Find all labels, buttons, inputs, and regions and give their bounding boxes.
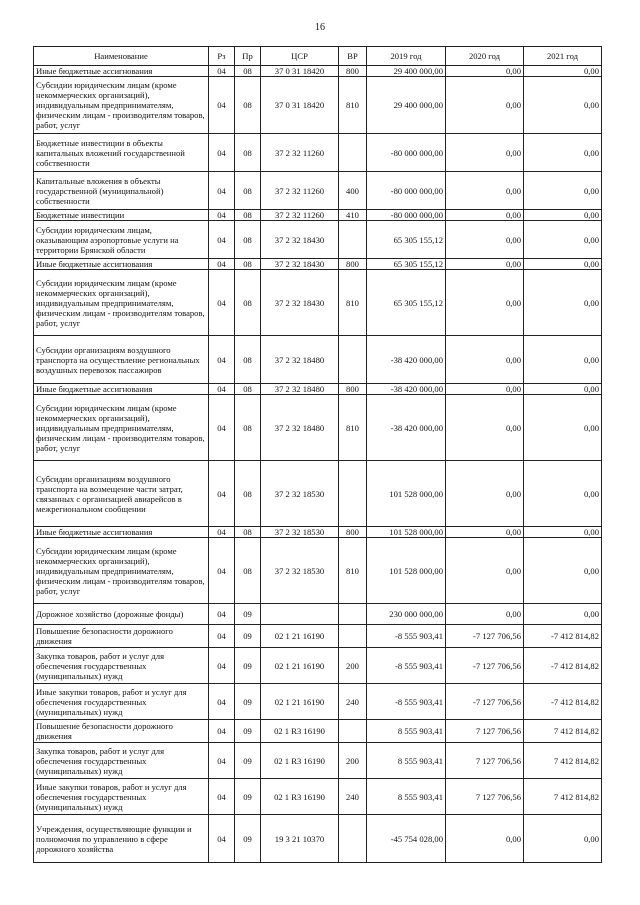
cell-csr: 37 2 32 18480 — [261, 395, 339, 461]
cell-name: Иные бюджетные ассигнования — [34, 66, 209, 77]
cell-y2021: 0,00 — [524, 270, 602, 336]
table-row — [34, 625, 602, 648]
cell-y2020: -7 127 706,56 — [446, 648, 524, 684]
cell-vr: 800 — [339, 66, 367, 77]
cell-vr — [339, 720, 367, 743]
cell-y2020: 7 127 706,56 — [446, 720, 524, 743]
cell-pr: 09 — [235, 604, 261, 625]
cell-y2021: 0,00 — [524, 336, 602, 384]
cell-y2019: -38 420 000,00 — [367, 336, 446, 384]
cell-name: Бюджетные инвестиции — [34, 210, 209, 221]
cell-vr — [339, 461, 367, 527]
cell-y2020: 0,00 — [446, 172, 524, 210]
cell-pr: 08 — [235, 66, 261, 77]
cell-y2020: 0,00 — [446, 395, 524, 461]
cell-name: Бюджетные инвестиции в объекты капитальных вложений государственной собственности — [34, 134, 209, 172]
cell-csr: 37 2 32 18480 — [261, 384, 339, 395]
cell-y2021: 0,00 — [524, 77, 602, 134]
cell-name: Субсидии организациям воздушного транспорта на осуществление региональных воздушных перевозок пассажиров — [34, 336, 209, 384]
cell-vr: 200 — [339, 648, 367, 684]
cell-y2019: 230 000 000,00 — [367, 604, 446, 625]
cell-y2020: 0,00 — [446, 336, 524, 384]
cell-y2019: -80 000 000,00 — [367, 172, 446, 210]
cell-csr — [261, 604, 339, 625]
table-row — [34, 66, 602, 77]
cell-y2021: 7 412 814,82 — [524, 743, 602, 779]
table-row — [34, 221, 602, 259]
cell-y2020: 0,00 — [446, 66, 524, 77]
cell-pr: 08 — [235, 210, 261, 221]
header-vr: ВР — [339, 47, 367, 66]
cell-vr: 240 — [339, 684, 367, 720]
cell-name: Повышение безопасности дорожного движения — [34, 625, 209, 648]
cell-y2019: 65 305 155,12 — [367, 259, 446, 270]
header-rz: Рз — [209, 47, 235, 66]
cell-csr: 02 1 R3 16190 — [261, 779, 339, 815]
cell-rz: 04 — [209, 336, 235, 384]
cell-y2021: 0,00 — [524, 815, 602, 863]
cell-y2021: -7 412 814,82 — [524, 684, 602, 720]
cell-csr: 37 2 32 18530 — [261, 461, 339, 527]
cell-y2020: 0,00 — [446, 461, 524, 527]
cell-y2019: 8 555 903,41 — [367, 743, 446, 779]
table-row — [34, 720, 602, 743]
cell-rz: 04 — [209, 779, 235, 815]
cell-csr: 37 2 32 11260 — [261, 210, 339, 221]
table-row — [34, 743, 602, 779]
cell-csr: 02 1 21 16190 — [261, 625, 339, 648]
cell-y2019: -38 420 000,00 — [367, 395, 446, 461]
cell-y2020: 0,00 — [446, 384, 524, 395]
cell-csr: 37 2 32 18430 — [261, 270, 339, 336]
cell-y2021: 0,00 — [524, 395, 602, 461]
cell-vr: 800 — [339, 384, 367, 395]
cell-vr: 200 — [339, 743, 367, 779]
cell-y2020: 0,00 — [446, 77, 524, 134]
cell-name: Иные закупки товаров, работ и услуг для обеспечения государственных (муниципальных) нужд — [34, 779, 209, 815]
cell-rz: 04 — [209, 625, 235, 648]
cell-rz: 04 — [209, 134, 235, 172]
cell-pr: 08 — [235, 538, 261, 604]
cell-pr: 09 — [235, 743, 261, 779]
cell-y2020: -7 127 706,56 — [446, 625, 524, 648]
cell-name: Иные закупки товаров, работ и услуг для обеспечения государственных (муниципальных) нужд — [34, 684, 209, 720]
table-row — [34, 527, 602, 538]
table-row — [34, 384, 602, 395]
cell-y2021: 0,00 — [524, 604, 602, 625]
cell-rz: 04 — [209, 259, 235, 270]
cell-csr: 02 1 R3 16190 — [261, 743, 339, 779]
cell-name: Субсидии юридическим лицам, оказывающим аэропортовые услуги на территории Брянской области — [34, 221, 209, 259]
cell-name: Субсидии юридическим лицам (кроме некоммерческих организаций), индивидуальным предпринимателям, физическим лицам - производителям товаров, работ, услуг — [34, 77, 209, 134]
header-2021: 2021 год — [524, 47, 602, 66]
cell-y2020: 0,00 — [446, 221, 524, 259]
table-body — [34, 66, 602, 863]
cell-rz: 04 — [209, 395, 235, 461]
cell-csr: 37 2 32 18430 — [261, 259, 339, 270]
table-row — [34, 270, 602, 336]
cell-y2021: 0,00 — [524, 134, 602, 172]
header-2019: 2019 год — [367, 47, 446, 66]
cell-y2020: 0,00 — [446, 604, 524, 625]
cell-pr: 09 — [235, 720, 261, 743]
cell-name: Субсидии юридическим лицам (кроме некоммерческих организаций), индивидуальным предпринимателям, физическим лицам - производителям товаров, работ, услуг — [34, 395, 209, 461]
cell-csr: 02 1 21 16190 — [261, 648, 339, 684]
cell-pr: 08 — [235, 461, 261, 527]
table-row — [34, 77, 602, 134]
cell-name: Иные бюджетные ассигнования — [34, 259, 209, 270]
cell-vr — [339, 815, 367, 863]
cell-vr — [339, 221, 367, 259]
cell-vr — [339, 134, 367, 172]
cell-pr: 08 — [235, 395, 261, 461]
cell-vr: 800 — [339, 259, 367, 270]
cell-vr: 800 — [339, 527, 367, 538]
header-2020: 2020 год — [446, 47, 524, 66]
cell-y2019: 8 555 903,41 — [367, 779, 446, 815]
cell-vr: 400 — [339, 172, 367, 210]
cell-y2021: 0,00 — [524, 259, 602, 270]
cell-y2021: 0,00 — [524, 384, 602, 395]
table-row — [34, 815, 602, 863]
cell-rz: 04 — [209, 210, 235, 221]
cell-name: Дорожное хозяйство (дорожные фонды) — [34, 604, 209, 625]
cell-y2019: 29 400 000,00 — [367, 66, 446, 77]
cell-y2021: 7 412 814,82 — [524, 779, 602, 815]
cell-csr: 37 2 32 18530 — [261, 527, 339, 538]
cell-pr: 09 — [235, 779, 261, 815]
cell-name: Иные бюджетные ассигнования — [34, 527, 209, 538]
header-pr: Пр — [235, 47, 261, 66]
cell-pr: 09 — [235, 684, 261, 720]
cell-vr: 410 — [339, 210, 367, 221]
cell-pr: 08 — [235, 270, 261, 336]
cell-pr: 08 — [235, 527, 261, 538]
cell-rz: 04 — [209, 743, 235, 779]
cell-y2019: 101 528 000,00 — [367, 527, 446, 538]
cell-vr: 240 — [339, 779, 367, 815]
cell-y2021: 0,00 — [524, 172, 602, 210]
cell-csr: 19 3 21 10370 — [261, 815, 339, 863]
cell-rz: 04 — [209, 221, 235, 259]
cell-csr: 37 2 32 18480 — [261, 336, 339, 384]
cell-vr: 810 — [339, 270, 367, 336]
cell-y2020: 0,00 — [446, 259, 524, 270]
cell-pr: 08 — [235, 77, 261, 134]
cell-vr: 810 — [339, 77, 367, 134]
cell-rz: 04 — [209, 648, 235, 684]
cell-name: Закупка товаров, работ и услуг для обеспечения государственных (муниципальных) нужд — [34, 743, 209, 779]
cell-y2019: 8 555 903,41 — [367, 720, 446, 743]
cell-vr — [339, 336, 367, 384]
cell-y2020: 0,00 — [446, 538, 524, 604]
cell-pr: 08 — [235, 172, 261, 210]
cell-y2019: 101 528 000,00 — [367, 538, 446, 604]
cell-name: Субсидии юридическим лицам (кроме некоммерческих организаций), индивидуальным предпринимателям, физическим лицам - производителям товаров, работ, услуг — [34, 538, 209, 604]
cell-name: Капитальные вложения в объекты государственной (муниципальной) собственности — [34, 172, 209, 210]
cell-y2021: 0,00 — [524, 538, 602, 604]
cell-name: Учреждения, осуществляющие функции и полномочия по управлению в сфере дорожного хозяйства — [34, 815, 209, 863]
table-row — [34, 538, 602, 604]
cell-y2019: -8 555 903,41 — [367, 625, 446, 648]
cell-y2021: 0,00 — [524, 221, 602, 259]
table-row — [34, 779, 602, 815]
cell-rz: 04 — [209, 684, 235, 720]
cell-y2020: 7 127 706,56 — [446, 779, 524, 815]
cell-y2021: -7 412 814,82 — [524, 648, 602, 684]
table-row — [34, 604, 602, 625]
cell-y2021: 0,00 — [524, 461, 602, 527]
cell-vr: 810 — [339, 538, 367, 604]
cell-y2019: -80 000 000,00 — [367, 210, 446, 221]
cell-y2021: -7 412 814,82 — [524, 625, 602, 648]
cell-rz: 04 — [209, 270, 235, 336]
page-number: 16 — [315, 22, 325, 33]
cell-name: Закупка товаров, работ и услуг для обеспечения государственных (муниципальных) нужд — [34, 648, 209, 684]
cell-y2021: 0,00 — [524, 66, 602, 77]
cell-pr: 08 — [235, 384, 261, 395]
cell-y2019: 65 305 155,12 — [367, 221, 446, 259]
cell-y2020: 0,00 — [446, 210, 524, 221]
cell-y2019: -80 000 000,00 — [367, 134, 446, 172]
cell-csr: 37 2 32 11260 — [261, 172, 339, 210]
table-row — [34, 134, 602, 172]
cell-csr: 37 2 32 18530 — [261, 538, 339, 604]
cell-name: Иные бюджетные ассигнования — [34, 384, 209, 395]
cell-csr: 02 1 21 16190 — [261, 684, 339, 720]
cell-y2020: 0,00 — [446, 270, 524, 336]
table-row — [34, 395, 602, 461]
cell-y2019: 29 400 000,00 — [367, 77, 446, 134]
cell-y2021: 0,00 — [524, 210, 602, 221]
cell-pr: 09 — [235, 648, 261, 684]
cell-y2020: 0,00 — [446, 134, 524, 172]
cell-rz: 04 — [209, 461, 235, 527]
budget-table — [33, 46, 602, 863]
cell-name: Субсидии организациям воздушного транспорта на возмещение части затрат, связанных с организацией авиарейсов в межрегиональном сообщении — [34, 461, 209, 527]
cell-y2019: 65 305 155,12 — [367, 270, 446, 336]
cell-vr — [339, 625, 367, 648]
cell-y2020: -7 127 706,56 — [446, 684, 524, 720]
cell-y2020: 0,00 — [446, 815, 524, 863]
cell-csr: 37 0 31 18420 — [261, 66, 339, 77]
cell-y2019: -45 754 028,00 — [367, 815, 446, 863]
cell-rz: 04 — [209, 66, 235, 77]
table-row — [34, 336, 602, 384]
table-row — [34, 210, 602, 221]
table-row — [34, 684, 602, 720]
cell-y2020: 0,00 — [446, 527, 524, 538]
cell-pr: 09 — [235, 815, 261, 863]
cell-rz: 04 — [209, 77, 235, 134]
cell-csr: 37 0 31 18420 — [261, 77, 339, 134]
cell-csr: 37 2 32 18430 — [261, 221, 339, 259]
header-name: Наименование — [34, 47, 209, 66]
cell-pr: 08 — [235, 259, 261, 270]
table-row — [34, 259, 602, 270]
cell-y2019: 101 528 000,00 — [367, 461, 446, 527]
cell-pr: 08 — [235, 134, 261, 172]
cell-rz: 04 — [209, 384, 235, 395]
cell-pr: 08 — [235, 336, 261, 384]
cell-y2019: -38 420 000,00 — [367, 384, 446, 395]
cell-rz: 04 — [209, 815, 235, 863]
cell-rz: 04 — [209, 720, 235, 743]
cell-pr: 09 — [235, 625, 261, 648]
cell-rz: 04 — [209, 538, 235, 604]
cell-csr: 02 1 R3 16190 — [261, 720, 339, 743]
cell-csr: 37 2 32 11260 — [261, 134, 339, 172]
cell-y2019: -8 555 903,41 — [367, 648, 446, 684]
cell-y2021: 7 412 814,82 — [524, 720, 602, 743]
cell-y2020: 7 127 706,56 — [446, 743, 524, 779]
table-row — [34, 461, 602, 527]
cell-y2019: -8 555 903,41 — [367, 684, 446, 720]
cell-name: Повышение безопасности дорожного движения — [34, 720, 209, 743]
cell-rz: 04 — [209, 172, 235, 210]
table-header-row — [34, 47, 602, 66]
cell-rz: 04 — [209, 604, 235, 625]
table-row — [34, 648, 602, 684]
cell-vr: 810 — [339, 395, 367, 461]
cell-name: Субсидии юридическим лицам (кроме некоммерческих организаций), индивидуальным предпринимателям, физическим лицам - производителям товаров, работ, услуг — [34, 270, 209, 336]
cell-pr: 08 — [235, 221, 261, 259]
header-csr: ЦСР — [261, 47, 339, 66]
cell-vr — [339, 604, 367, 625]
cell-y2021: 0,00 — [524, 527, 602, 538]
table-row — [34, 172, 602, 210]
cell-rz: 04 — [209, 527, 235, 538]
